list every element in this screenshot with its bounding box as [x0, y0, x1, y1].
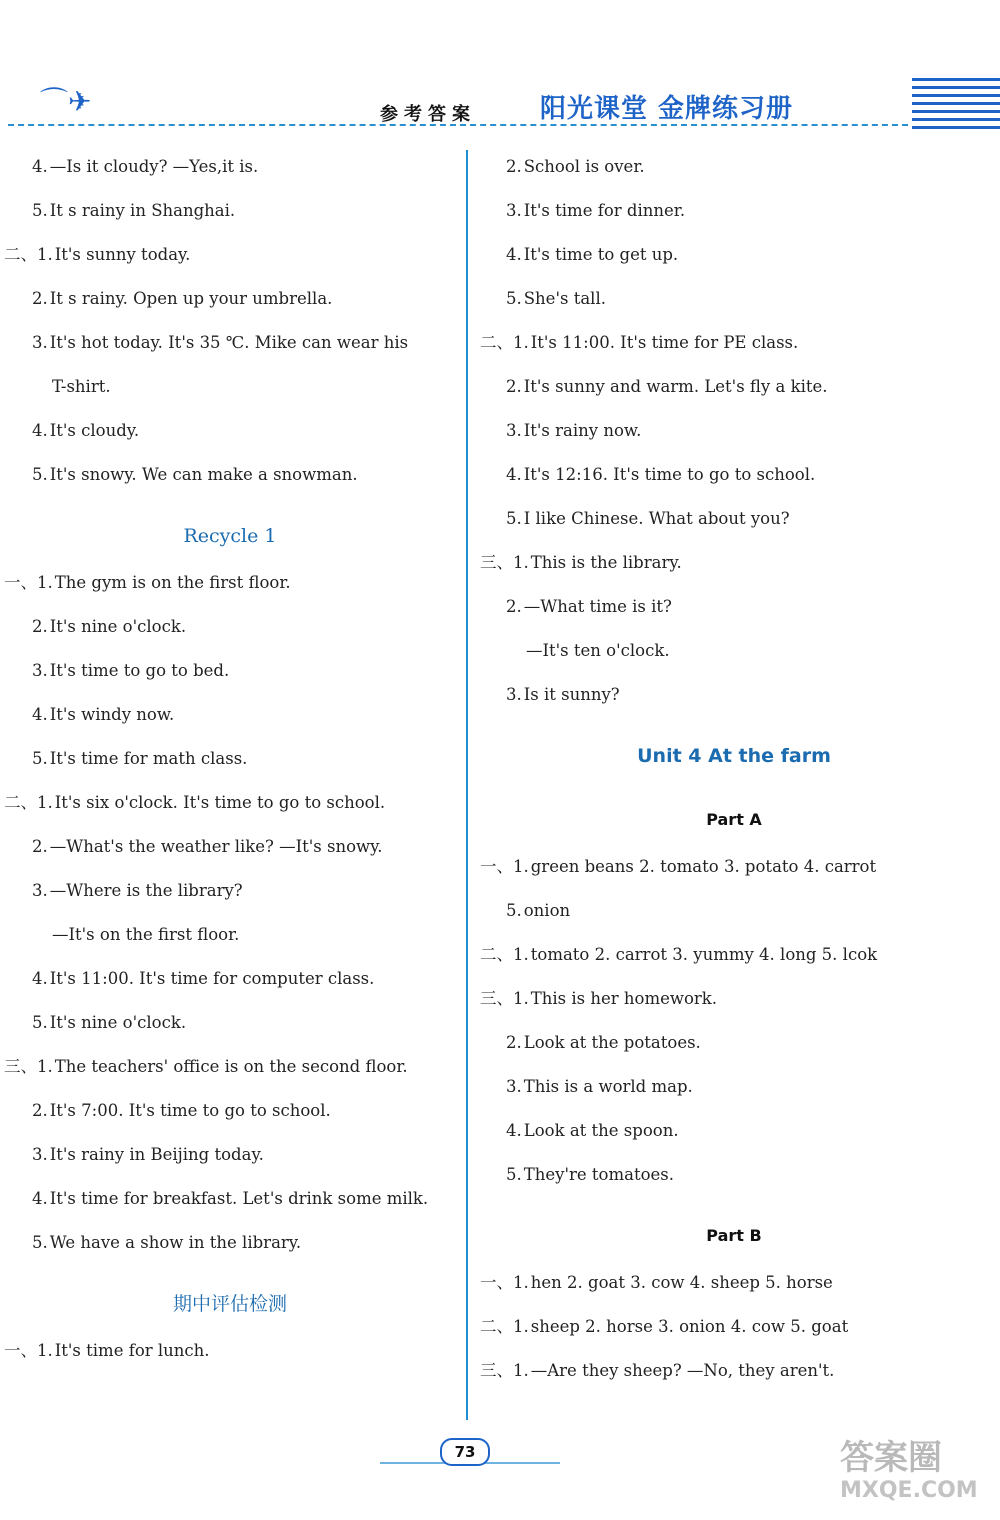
answer-line: [474, 852, 994, 896]
answer-text: It's 11:00. It's time for PE class.: [530, 333, 799, 352]
section-heading: Recycle 1: [183, 525, 277, 547]
answer-text: It's rainy now.: [523, 421, 642, 440]
answer-text: This is the library.: [530, 553, 682, 572]
item-number: 2.: [32, 289, 48, 308]
answer-line: [474, 984, 994, 1028]
answer-text: They're tomatoes.: [523, 1165, 674, 1184]
watermark-url: MXQE.COM: [840, 1478, 978, 1503]
item-number: 2.: [506, 377, 522, 396]
answer-text: —It's ten o'clock.: [526, 641, 670, 660]
item-number: 3.: [506, 1077, 522, 1096]
item-number: 3.: [506, 421, 522, 440]
item-number: 一、1.: [4, 573, 53, 592]
answer-text: It's time for breakfast. Let's drink some milk.: [49, 1189, 429, 1208]
answer-text: It's windy now.: [49, 705, 175, 724]
answer-line: [474, 1312, 994, 1356]
item-number: 3.: [32, 661, 48, 680]
answer-text: It's six o'clock. It's time to go to school.: [54, 793, 386, 812]
answer-text: sheep 2. horse 3. onion 4. cow 5. goat: [530, 1317, 849, 1336]
page-number: 73: [440, 1438, 490, 1466]
answer-text: It's hot today. It's 35 ℃. Mike can wear his: [49, 333, 409, 352]
answer-line: [0, 920, 460, 964]
answer-text: It's sunny today.: [54, 245, 191, 264]
item-number: 4.: [506, 1121, 522, 1140]
answer-line: [0, 372, 460, 416]
answer-line: [474, 284, 994, 328]
page-header: [0, 0, 1000, 140]
item-number: 二、1.: [480, 333, 529, 352]
answer-text: This is a world map.: [523, 1077, 693, 1096]
item-number: 5.: [32, 465, 48, 484]
answer-line: [0, 788, 460, 832]
item-number: 3.: [506, 201, 522, 220]
answer-text: I like Chinese. What about you?: [523, 509, 790, 528]
answer-line: [0, 964, 460, 1008]
item-number: 4.: [506, 245, 522, 264]
answer-text: It's time for lunch.: [54, 1341, 210, 1360]
answer-line: [474, 460, 994, 504]
item-number: 一、1.: [4, 1341, 53, 1360]
answer-line: [474, 240, 994, 284]
answer-text: It's cloudy.: [49, 421, 140, 440]
item-number: 二、1.: [4, 245, 53, 264]
item-number: 5.: [506, 289, 522, 308]
right-column: [474, 152, 994, 1400]
item-number: 2.: [506, 1033, 522, 1052]
answer-text: It's 7:00. It's time to go to school.: [49, 1101, 331, 1120]
answer-text: —Where is the library?: [49, 881, 243, 900]
item-number: 5.: [506, 901, 522, 920]
item-number: 5.: [32, 1013, 48, 1032]
item-number: 4.: [32, 1189, 48, 1208]
item-number: 一、1.: [480, 1273, 529, 1292]
item-number: 2.: [32, 1101, 48, 1120]
answer-text: The teachers' office is on the second floor.: [54, 1057, 408, 1076]
answer-text: It's rainy in Beijing today.: [49, 1145, 264, 1164]
answer-line: [474, 152, 994, 196]
answer-text: We have a show in the library.: [49, 1233, 302, 1252]
item-number: 4.: [32, 705, 48, 724]
answer-text: It s rainy. Open up your umbrella.: [49, 289, 333, 308]
answer-line: [0, 744, 460, 788]
item-number: 三、1.: [480, 989, 529, 1008]
item-number: 2.: [32, 837, 48, 856]
item-number: 5.: [32, 201, 48, 220]
answer-line: [0, 568, 460, 612]
item-number: 二、1.: [4, 793, 53, 812]
item-number: 5.: [506, 509, 522, 528]
answer-line: [474, 1356, 994, 1400]
answer-line: [0, 240, 460, 284]
answer-text: Look at the potatoes.: [523, 1033, 701, 1052]
column-divider: [466, 150, 468, 1420]
answer-text: —Is it cloudy? —Yes,it is.: [49, 157, 259, 176]
watermark-logo: 答案圈: [840, 1438, 942, 1478]
answer-text: School is over.: [523, 157, 645, 176]
answer-text: Is it sunny?: [523, 685, 620, 704]
item-number: 4.: [32, 157, 48, 176]
answer-line: [474, 1028, 994, 1072]
answer-line: [0, 460, 460, 504]
answer-text: —Are they sheep? —No, they aren't.: [530, 1361, 835, 1380]
answer-line: [474, 680, 994, 724]
header-stripes: [912, 78, 1000, 130]
answer-text: It's nine o'clock.: [49, 1013, 187, 1032]
answer-text: —What time is it?: [523, 597, 672, 616]
answer-text: It s rainy in Shanghai.: [49, 201, 236, 220]
answer-line: [0, 196, 460, 240]
answer-text: It's snowy. We can make a snowman.: [49, 465, 358, 484]
item-number: 三、1.: [4, 1057, 53, 1076]
answer-line: [0, 152, 460, 196]
item-number: 2.: [506, 157, 522, 176]
item-number: 三、1.: [480, 1361, 529, 1380]
answer-line: [474, 1268, 994, 1312]
item-number: 二、1.: [480, 1317, 529, 1336]
item-number: 5.: [506, 1165, 522, 1184]
answer-line: [474, 548, 994, 592]
answer-line: [0, 612, 460, 656]
item-number: 2.: [32, 617, 48, 636]
answer-line: [0, 416, 460, 460]
item-number: 5.: [32, 749, 48, 768]
item-number: 3.: [32, 881, 48, 900]
section-heading: Unit 4 At the farm: [637, 745, 831, 767]
answer-text: It's time to get up.: [523, 245, 679, 264]
answer-line: [0, 700, 460, 744]
item-number: 3.: [506, 685, 522, 704]
answer-line: [0, 1096, 460, 1140]
answer-line: [474, 1160, 994, 1204]
section-heading: Part B: [706, 1226, 762, 1245]
item-number: 三、1.: [480, 553, 529, 572]
item-number: 3.: [32, 1145, 48, 1164]
item-number: 4.: [506, 465, 522, 484]
answer-text: It's sunny and warm. Let's fly a kite.: [523, 377, 828, 396]
answer-text: This is her homework.: [530, 989, 718, 1008]
item-number: 3.: [32, 333, 48, 352]
header-label: 参考答案: [380, 104, 476, 125]
answer-text: green beans 2. tomato 3. potato 4. carrot: [530, 857, 877, 876]
answer-line: [474, 1072, 994, 1116]
answer-text: T-shirt.: [52, 377, 111, 396]
item-number: 二、1.: [480, 945, 529, 964]
answer-line: [0, 1184, 460, 1228]
answer-text: It's time to go to bed.: [49, 661, 230, 680]
answer-line: [474, 592, 994, 636]
item-number: 4.: [32, 969, 48, 988]
answer-line: [0, 832, 460, 876]
answer-line: [0, 1336, 460, 1380]
answer-line: [0, 1228, 460, 1272]
answer-line: [474, 328, 994, 372]
item-number: 一、1.: [480, 857, 529, 876]
answer-line: [0, 1052, 460, 1096]
answer-line: [474, 504, 994, 548]
section-heading: Part A: [706, 810, 762, 829]
answer-line: [0, 328, 460, 372]
item-number: 4.: [32, 421, 48, 440]
answer-line: [474, 416, 994, 460]
answer-text: It's nine o'clock.: [49, 617, 187, 636]
answer-line: [474, 940, 994, 984]
answer-line: [474, 1116, 994, 1160]
section-heading: 期中评估检测: [172, 1293, 287, 1315]
answer-text: It's time for dinner.: [523, 201, 686, 220]
answer-text: —It's on the first floor.: [52, 925, 240, 944]
answer-text: It's time for math class.: [49, 749, 248, 768]
answer-line: [474, 196, 994, 240]
answer-line: [0, 284, 460, 328]
answer-text: tomato 2. carrot 3. yummy 4. long 5. lcok: [530, 945, 878, 964]
answer-line: [474, 372, 994, 416]
answer-text: It's 11:00. It's time for computer class.: [49, 969, 375, 988]
answer-line: [0, 1140, 460, 1184]
answer-text: It's 12:16. It's time to go to school.: [523, 465, 816, 484]
answer-text: hen 2. goat 3. cow 4. sheep 5. horse: [530, 1273, 833, 1292]
brand-title: 阳光课堂 金牌练习册: [540, 94, 794, 124]
item-number: 2.: [506, 597, 522, 616]
birds-icon: ⌒✈: [40, 85, 92, 118]
answer-text: She's tall.: [523, 289, 606, 308]
answer-text: Look at the spoon.: [523, 1121, 679, 1140]
answer-line: [474, 636, 994, 680]
answer-text: —What's the weather like? —It's snowy.: [49, 837, 383, 856]
answer-line: [0, 1008, 460, 1052]
answer-line: [0, 876, 460, 920]
answer-line: [0, 656, 460, 700]
answer-text: The gym is on the first floor.: [54, 573, 291, 592]
answer-line: [474, 896, 994, 940]
header-rule: [8, 124, 908, 126]
answer-text: onion: [523, 901, 571, 920]
left-column: [0, 152, 460, 1380]
item-number: 5.: [32, 1233, 48, 1252]
